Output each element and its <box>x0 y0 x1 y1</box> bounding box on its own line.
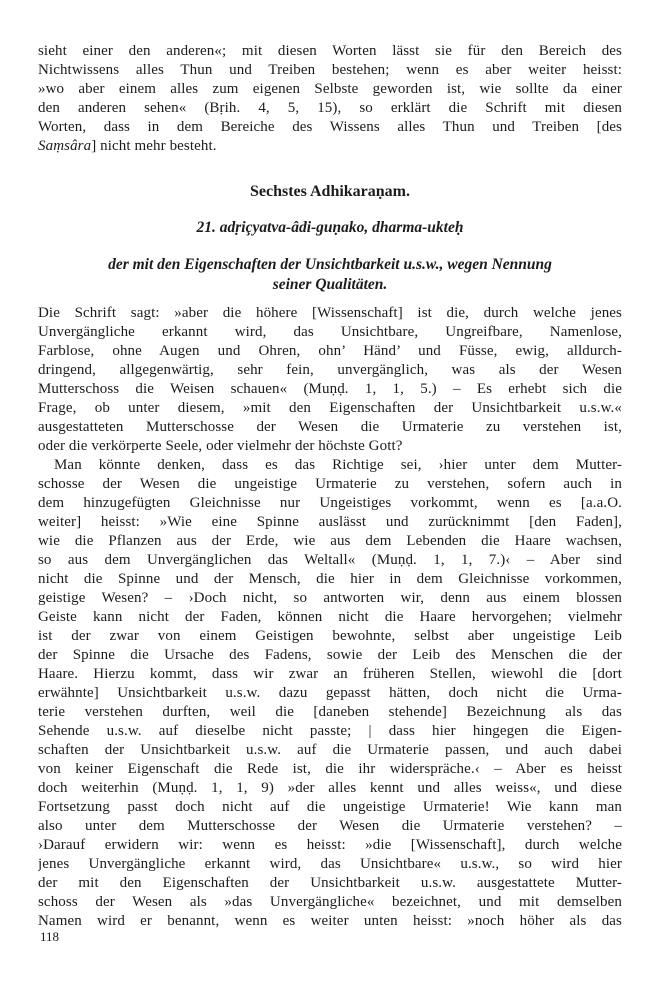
text-line: oder die verkörperte Seele, oder vielmehr der höchste Gott? <box>38 438 403 454</box>
page-number: 118 <box>40 929 60 944</box>
text-line: Geiste kann nicht der Faden, können nicht die Haare hervorgehen; vielmehr <box>38 609 622 625</box>
italic-term: Saṃsâra <box>38 138 92 154</box>
text-line: Frage, ob unter diesem, »mit den Eigenschaften der Unsichtbarkeit u.s.w.« <box>38 400 622 416</box>
text-line: jenes Unvergängliche erkannt wird, das Unsichtbare« u.s.w., so wird hier <box>38 856 622 872</box>
text-line: der Spinne die Ursache des Fadens, sowie der Leib des Menschen die der <box>38 647 622 663</box>
text-line: nicht die Spinne und der Mensch, die hier in dem Gleichnisse vorkommen, <box>38 571 622 587</box>
text-line: ausgestatteten Mutterschosse der Wesen die Urmaterie zu verstehen ist, <box>38 419 622 435</box>
text-line: Die Schrift sagt: »aber die höhere [Wissenschaft] ist die, durch welche jenes <box>38 305 622 321</box>
text-line: also unter dem Mutterschosse der Wesen die Urmaterie verstehen? – <box>38 818 622 834</box>
text-line: schoss der Wesen als »das Unvergängliche« bezeichnet, und mit demselben <box>38 894 622 910</box>
text-line: der mit den Eigenschaften der Unsichtbarkeit u.s.w. ausgestattete Mutter- <box>38 875 622 891</box>
text-line: terie verstehen durften, weil die [daneben stehende] Bezeichnung als das <box>38 704 622 720</box>
text-block <box>38 42 622 931</box>
text-line: weiter] heisst: »Wie eine Spinne auslässt und zurücknimmt [den Faden], <box>38 514 622 530</box>
text-line: Haare. Hierzu kommt, dass wir zwar an früheren Stellen, wiewohl die [dort <box>38 666 622 682</box>
text-line: Man könnte denken, dass es das Richtige sei, ›hier unter dem Mutter- <box>54 457 622 473</box>
text-line: von keiner Eigenschaft die Rede ist, die ihr widerspräche.‹ – Aber es heisst <box>38 761 622 777</box>
sutra-translation-line: der mit den Eigenschaften der Unsichtbarkeit u.s.w., wegen Nennung <box>108 256 552 273</box>
text-line: wie die Pflanzen aus der Erde, wie aus dem Lebenden die Haare wachsen, <box>38 533 622 549</box>
sutra-heading: 21. adṛiçyatva-âdi-guṇako, dharma-ukteḥ <box>196 219 464 236</box>
sutra-translation <box>38 255 622 295</box>
text-line: Nichtwissens alles Thun und Treiben bestehen; wenn es aber weiter heisst: <box>38 62 622 78</box>
text-segment: ] nicht mehr besteht. <box>91 138 217 154</box>
text-line: Mutterschoss die Weisen schauen« (Muṇḍ. 1, 1, 5.) – Es erhebt sich die <box>38 381 622 397</box>
text-line: Farblose, ohne Augen und Ohren, ohn’ Händ’ und Füsse, ewig, alldurch- <box>38 343 622 359</box>
text-line: Unvergängliche erkannt wird, das Unsichtbare, Ungreifbare, Namenlose, <box>38 324 622 340</box>
text-line: den anderen sehen« (Bṛih. 4, 5, 15), so erklärt die Schrift mit diesen <box>38 100 622 116</box>
text-line: schaften der Unsichtbarkeit u.s.w. auf die Urmaterie passen, und auch dabei <box>38 742 622 758</box>
text-line <box>38 137 622 156</box>
text-line: geistige Wesen? – ›Doch nicht, so antworten wir, denn aus einem blossen <box>38 590 622 606</box>
text-line: sieht einer den anderen«; mit diesen Worten lässt sie für den Bereich des <box>38 43 622 59</box>
text-line: doch weiterhin (Muṇḍ. 1, 1, 9) »der alles kennt und alles weiss«, und diese <box>38 780 622 796</box>
sutra-translation-line: seiner Qualitäten. <box>272 276 388 293</box>
section-heading: Sechstes Adhikaraṇam. <box>249 183 411 200</box>
text-line: dem hinzugefügten Gleichnisse nur Ungeistiges vorkommt, wenn es [a.a.O. <box>38 495 622 511</box>
text-line: Fortsetzung passt doch nicht auf die ungeistige Urmaterie! Wie kann man <box>38 799 622 815</box>
text-line: Worten, dass in dem Bereiche des Wissens alles Thun und Treiben [des <box>38 119 622 135</box>
paragraph-continuation <box>38 42 622 156</box>
paragraph-commentary <box>38 304 622 456</box>
text-line: Sehende u.s.w. auf dieselbe nicht passte; | dass hier hingegen die Eigen- <box>38 723 622 739</box>
text-line: ist der zwar von einem Geistigen bewohnte, selbst aber ungeistige Leib <box>38 628 622 644</box>
text-line: »wo aber einem alles zum eigenen Selbste geworden ist, wie sollte da einer <box>38 81 622 97</box>
text-line: schosse der Wesen die ungeistige Urmaterie zu verstehen, sofern auch in <box>38 476 622 492</box>
paragraph-discussion <box>38 456 622 931</box>
text-line: ›Darauf erwidern wir: wenn es heisst: »die [Wissenschaft], durch welche <box>38 837 622 853</box>
text-line: dringend, allgegenwärtig, sehr fein, unvergänglich, was als der Wesen <box>38 362 622 378</box>
text-line: Namen wird er benannt, wenn es weiter unten heisst: »noch höher als das <box>38 913 622 929</box>
text-line: so aus dem Unvergänglichen das Weltall« (Muṇḍ. 1, 1, 7.)‹ – Aber sind <box>38 552 622 568</box>
text-line: erwähnte] Unsichtbarkeit u.s.w. dazu gepasst hätten, doch nicht die Urma- <box>38 685 622 701</box>
